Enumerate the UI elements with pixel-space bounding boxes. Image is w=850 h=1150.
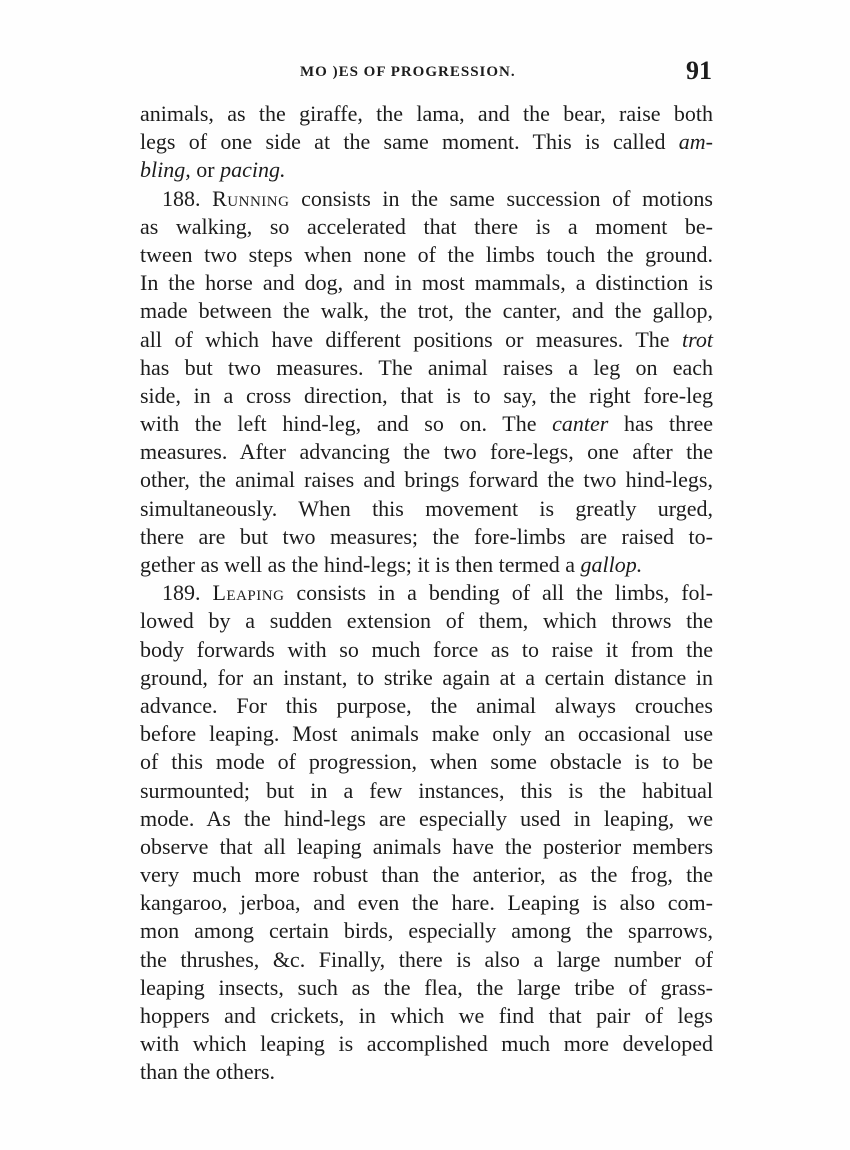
text-line: tween two steps when none of the limbs touch the ground.	[140, 241, 713, 267]
text-line: legs of one side at the same moment. This is called am-	[140, 129, 714, 155]
text-line: leaping insects, such as the flea, the large tribe of grass-	[140, 974, 713, 1000]
text-line: advance. For this purpose, the animal always crouches	[140, 692, 713, 718]
text-line: with which leaping is accomplished much more developed	[140, 1031, 713, 1057]
text-line: mode. As the hind-legs are especially used in leaping, we	[140, 805, 713, 831]
text-line: bling, or pacing.	[140, 157, 286, 183]
text-line: made between the walk, the trot, the canter, and the gallop,	[140, 298, 713, 324]
text-line: than the others.	[140, 1059, 276, 1085]
running-head-title: MO )ES OF PROGRESSION.	[300, 64, 516, 80]
text-line: as walking, so accelerated that there is a moment be-	[140, 213, 713, 239]
body-text	[140, 100, 713, 1087]
text-line: hoppers and crickets, in which we find that pair of legs	[140, 1003, 713, 1028]
text-line: lowed by a sudden extension of them, which throws the	[140, 608, 713, 634]
text-line: very much more robust than the anterior, as the frog, the	[140, 862, 713, 888]
page-number: 91	[686, 56, 712, 85]
text-line: surmounted; but in a few instances, this is the habitual	[140, 777, 713, 803]
text-line: kangaroo, jerboa, and even the hare. Leaping is also com-	[140, 890, 713, 916]
text-line: ground, for an instant, to strike again at a certain distance in	[140, 664, 713, 690]
text-line: other, the animal raises and brings forward the two hind-legs,	[140, 467, 713, 493]
text-line: there are but two measures; the fore-limbs are raised to-	[140, 523, 713, 549]
paragraph-188-start: 188. Running consists in the same succession of motions	[162, 185, 713, 211]
text-line: all of which have different positions or measures. The trot	[140, 326, 713, 352]
text-line: body forwards with so much force as to raise it from the	[140, 636, 713, 662]
text-line: of this mode of progression, when some obstacle is to be	[140, 749, 713, 775]
text-line: measures. After advancing the two fore-legs, one after the	[140, 439, 713, 465]
running-head	[0, 58, 850, 92]
paragraph-189-start: 189. Leaping consists in a bending of all the limbs, fol-	[162, 580, 713, 606]
term-running: Running	[212, 185, 290, 211]
text-line: side, in a cross direction, that is to say, the right fore-leg	[140, 382, 713, 408]
text-line: the thrushes, &c. Finally, there is also a large number of	[140, 946, 713, 972]
text-line: with the left hind-leg, and so on. The canter has three	[140, 411, 714, 437]
text-line: In the horse and dog, and in most mammals, a distinction is	[140, 270, 713, 296]
text-line: has but two measures. The animal raises a leg on each	[140, 354, 713, 380]
term-leaping: Leaping	[212, 580, 285, 606]
text-line: mon among certain birds, especially among the sparrows,	[140, 918, 713, 944]
text-line: animals, as the giraffe, the lama, and the bear, raise both	[140, 101, 713, 126]
text-line: before leaping. Most animals make only an occasional use	[140, 721, 713, 747]
text-line: observe that all leaping animals have the posterior members	[140, 833, 713, 859]
text-line: gether as well as the hind-legs; it is then termed a gallop.	[140, 552, 643, 577]
text-line: simultaneously. When this movement is greatly urged,	[140, 495, 713, 521]
